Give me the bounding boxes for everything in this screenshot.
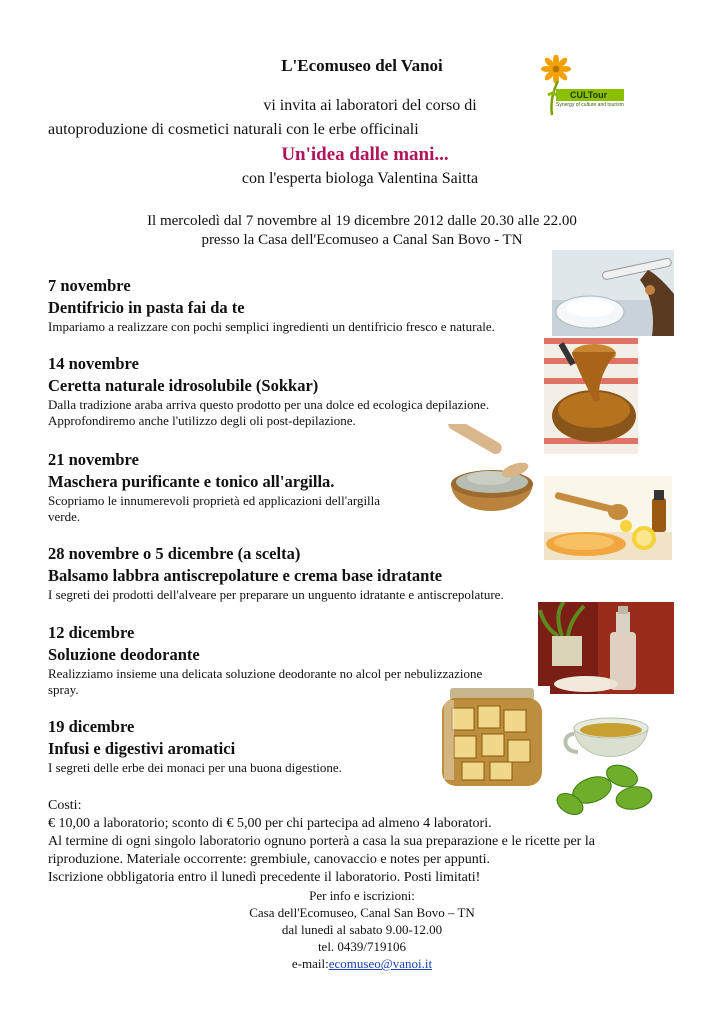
clay-bowl-photo [441, 424, 541, 536]
workshop-date: 21 novembre [48, 450, 139, 469]
workshop-desc: verde. [48, 509, 81, 524]
workshop-date: 12 dicembre [48, 623, 135, 642]
costs-section [48, 797, 595, 887]
invite-line-1: vi invita ai laboratori del corso di [263, 97, 477, 114]
workshop-desc: spray. [48, 682, 79, 697]
contact-section [0, 887, 724, 972]
workshop-item [48, 543, 504, 603]
schedule-line-2: presso la Casa dell'Ecomuseo a Canal San Bovo - TN [201, 232, 523, 248]
workshop-date: 14 novembre [48, 354, 139, 373]
logo-text: CULTour [570, 90, 608, 100]
course-name: Un'idea dalle mani... [281, 144, 449, 165]
workshop-title: Balsamo labbra antiscrepolature e crema base idratante [48, 566, 443, 585]
workshop-desc: Realizziamo insieme una delicata soluzione deodorante no alcol per nebulizzazione [48, 666, 483, 681]
costs-line: € 10,00 a laboratorio; sconto di € 5,00 per chi partecipa ad almeno 4 laboratori. [48, 816, 492, 831]
workshop-date: 7 novembre [48, 276, 131, 295]
contact-line: Casa dell'Ecomuseo, Canal San Bovo – TN [249, 905, 475, 920]
workshop-desc: Impariamo a realizzare con pochi semplici ingredienti un dentifricio fresco e naturale. [48, 319, 495, 334]
logo-tagline: Synergy of culture and tourism [556, 102, 624, 108]
workshop-desc: I segreti delle erbe dei monaci per una buona digestione. [48, 760, 342, 775]
workshop-item [48, 622, 482, 698]
workshop-title: Maschera purificante e tonico all'argilla. [48, 472, 335, 491]
honey-lemon-photo [544, 476, 672, 560]
deodorant-photo [538, 602, 674, 694]
invite-line-2: autoproduzione di cosmetici naturali con le erbe officinali [48, 121, 419, 138]
workshop-item [48, 353, 489, 429]
toothpaste-photo [552, 250, 674, 336]
wax-photo [544, 338, 638, 454]
email-link[interactable]: ecomuseo@vanoi.it [328, 956, 433, 971]
workshop-desc: Scopriamo le innumerevoli proprietà ed applicazioni dell'argilla [48, 493, 381, 508]
workshop-item [48, 275, 495, 335]
expert-line: con l'esperta biologa Valentina Saitta [241, 170, 479, 187]
workshop-date: 19 dicembre [48, 717, 135, 736]
contact-line: dal lunedì al sabato 9.00-12.00 [281, 922, 443, 937]
costs-line: Al termine di ogni singolo laboratorio ognuno porterà a casa la sua preparazione e le ricette per la [48, 834, 595, 849]
costs-line: Iscrizione obbligatoria entro il lunedì precedente il laboratorio. Posti limitati! [48, 870, 481, 885]
workshop-title: Infusi e digestivi aromatici [48, 739, 236, 758]
schedule-line-1: Il mercoledì dal 7 novembre al 19 dicembre 2012 dalle 20.30 alle 22.00 [147, 213, 577, 229]
workshop-desc: Dalla tradizione araba arriva questo prodotto per una dolce ed ecologica depilazione. [48, 397, 490, 412]
contact-email-line [0, 955, 724, 972]
workshop-desc: Approfondiremo anche l'utilizzo degli oli post-depilazione. [48, 413, 356, 428]
workshop-title: Soluzione deodorante [48, 645, 200, 664]
workshop-date: 28 novembre o 5 dicembre (a scelta) [48, 544, 301, 563]
page-title: L'Ecomuseo del Vanoi [281, 56, 443, 75]
email-prefix: e-mail: [291, 956, 329, 971]
contact-phone: tel. 0439/719106 [317, 939, 407, 954]
cultour-logo [538, 55, 624, 117]
infusion-jar-photo [432, 686, 550, 790]
contact-line: Per info e iscrizioni: [309, 888, 415, 903]
costs-line: riproduzione. Materiale occorrente: grembiule, canovaccio e notes per appunti. [48, 852, 490, 867]
workshop-item [48, 716, 342, 776]
workshop-desc: I segreti dei prodotti dell'alveare per preparare un unguento idratante e antiscrepolature. [48, 587, 504, 602]
workshop-title: Ceretta naturale idrosolubile (Sokkar) [48, 376, 319, 395]
workshop-title: Dentifricio in pasta fai da te [48, 298, 245, 317]
costs-label: Costi: [48, 798, 82, 813]
workshop-item [48, 449, 380, 525]
